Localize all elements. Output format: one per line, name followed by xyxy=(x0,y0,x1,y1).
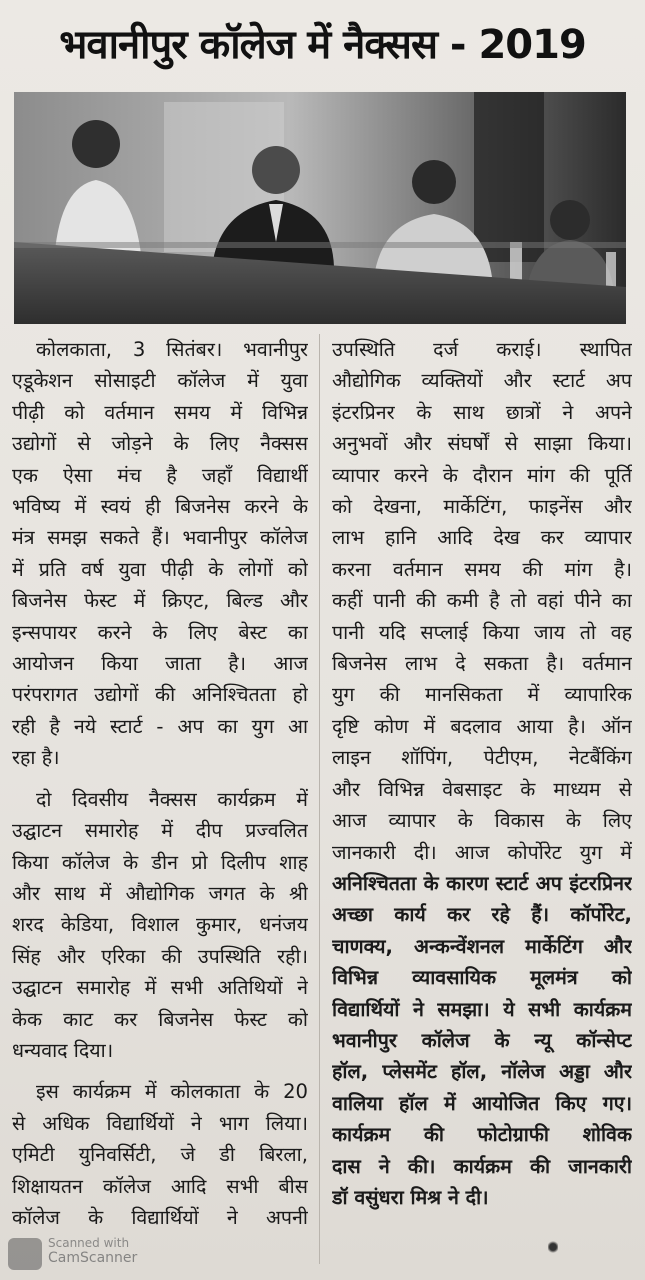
text-line: परंपरागत उद्योगों की अनिश्चितता हो xyxy=(12,683,308,707)
ink-smudge xyxy=(548,1240,558,1254)
text-line: जानकारी दी। आज कोर्पोरेट युग में xyxy=(332,840,632,864)
text-line: भविष्य में स्वयं ही बिजनेस करने के xyxy=(12,495,308,519)
text-line: मंत्र समझ सकते हैं। भवानीपुर कॉलेज xyxy=(12,526,308,550)
paragraph-5 xyxy=(332,868,632,1213)
text-line: में प्रति वर्ष युवा पीढ़ी के लोगों को xyxy=(12,557,308,581)
text-line: एक ऐसा मंच है जहाँ विद्यार्थी xyxy=(12,463,308,487)
text-line: इन्सपायर करने के लिए बेस्ट का xyxy=(12,620,308,644)
text-line: कार्यक्रम की फोटोग्राफी शोविक xyxy=(332,1123,632,1147)
text-line: धन्यवाद दिया। xyxy=(12,1038,114,1062)
text-line: केक काट कर बिजनेस फेस्ट को xyxy=(12,1007,308,1031)
right-column xyxy=(332,334,632,1213)
text-line: कॉलेज के विद्यार्थियों ने अपनी xyxy=(12,1205,308,1229)
text-line: वालिया हॉल में आयोजित किए गए। xyxy=(332,1091,632,1115)
text-line: लाइन शॉपिंग, पेटीएम, नेटबैंकिंग xyxy=(332,746,632,770)
text-line: सिंह और एरिका की उपस्थिति रही। xyxy=(12,944,308,968)
text-line: एमिटी युनिवर्सिटी, जे डी बिरला, xyxy=(12,1143,308,1167)
text-line: अनुभवों और संघर्षों से साझा किया। xyxy=(332,432,632,456)
event-photo xyxy=(14,92,626,324)
text-line: उपस्थिति दर्ज कराई। स्थापित xyxy=(332,338,632,361)
text-line: एडूकेशन सोसाइटी कॉलेज में युवा xyxy=(12,369,308,393)
text-line: दास ने की। कार्यक्रम की जानकारी xyxy=(332,1154,632,1178)
text-line: डॉ वसुंधरा मिश्र ने दी। xyxy=(332,1185,489,1209)
text-line: पानी यदि सप्लाई किया जाय तो वह xyxy=(332,620,632,644)
paragraph-1 xyxy=(12,334,308,774)
camscanner-logo-icon xyxy=(8,1238,42,1270)
text-line: उद्योगों से जोड़ने के लिए नैक्सस xyxy=(12,432,308,456)
text-line: इस कार्यक्रम में कोलकाता के 20 xyxy=(36,1080,308,1104)
text-line: को देखना, मार्केटिंग, फाइनेंस और xyxy=(332,495,632,519)
text-line: और साथ में औद्योगिक जगत के श्री xyxy=(12,881,308,905)
text-line: आयोजन किया जाता है। आज xyxy=(12,652,308,676)
text-line: हॉल, प्लेसमेंट हॉल, नॉलेज अड्डा और xyxy=(332,1060,632,1084)
column-divider xyxy=(319,334,320,1264)
text-line: रहा है। xyxy=(12,746,60,770)
watermark-line-1: Scanned with xyxy=(48,1236,130,1250)
text-line: चाणक्य, अन्कन्वेंशनल मार्केटिंग और xyxy=(332,934,632,958)
event-photo-illustration xyxy=(14,92,626,324)
paragraph-3 xyxy=(12,1076,308,1233)
paragraph-4 xyxy=(332,334,632,868)
paragraph-2 xyxy=(12,784,308,1067)
text-line: और विभिन्न वेबसाइट के माध्यम से xyxy=(332,777,632,801)
text-line: से अधिक विद्यार्थियों ने भाग लिया। xyxy=(12,1111,308,1135)
text-line: दृष्टि कोण में बदलाव आया है। ऑन xyxy=(332,714,632,738)
text-line: रही है नये स्टार्ट - अप का युग आ xyxy=(12,714,308,738)
text-line: भवानीपुर कॉलेज के न्यू कॉन्सेप्ट xyxy=(332,1028,632,1052)
text-line: अनिश्चितता के कारण स्टार्ट अप इंटरप्रिनर xyxy=(332,871,632,895)
text-line: दो दिवसीय नैक्सस कार्यक्रम में xyxy=(36,787,308,811)
text-line: करना वर्तमान समय की मांग है। xyxy=(332,557,632,581)
left-column xyxy=(12,334,308,1233)
text-line: विभिन्न व्यावसायिक मूलमंत्र को xyxy=(332,966,632,990)
text-line: बिजनेस लाभ दे सकता है। वर्तमान xyxy=(332,652,632,676)
text-line: कहीं पानी की कमी है तो वहां पीने का xyxy=(332,589,632,613)
text-line: उद्घाटन समारोह में दीप प्रज्वलित xyxy=(12,819,308,843)
text-line: व्यापार करने के दौरान मांग की पूर्ति xyxy=(332,463,632,487)
text-line: युग की मानसिकता में व्यापारिक xyxy=(332,683,632,707)
watermark-line-2: CamScanner xyxy=(48,1250,138,1266)
text-line: विद्यार्थियों ने समझा। ये सभी कार्यक्रम xyxy=(332,997,632,1021)
text-line: किया कॉलेज के डीन प्रो दिलीप शाह xyxy=(12,850,308,874)
camscanner-watermark xyxy=(8,1236,138,1272)
text-line: लाभ हानि आदि देख कर व्यापार xyxy=(332,526,632,550)
text-line: अच्छा कार्य कर रहे हैं। कॉर्पोरेट, xyxy=(332,903,632,927)
headline: भवानीपुर कॉलेज में नैक्सस - 2019 xyxy=(59,22,586,68)
text-line: औद्योगिक व्यक्तियों और स्टार्ट अप xyxy=(332,369,632,393)
text-line: शिक्षायतन कॉलेज आदि सभी बीस xyxy=(12,1174,308,1198)
text-line: उद्घाटन समारोह में सभी अतिथियों ने xyxy=(12,976,308,1000)
text-line: कोलकाता, 3 सितंबर। भवानीपुर xyxy=(36,338,308,361)
text-line: इंटरप्रिनर के साथ छात्रों ने अपने xyxy=(332,400,632,424)
text-line: पीढ़ी को वर्तमान समय में विभिन्न xyxy=(12,400,308,424)
text-line: आज व्यापार के विकास के लिए xyxy=(332,809,632,833)
text-line: शरद केडिया, विशाल कुमार, धनंजय xyxy=(12,913,308,937)
text-line: बिजनेस फेस्ट में क्रिएट, बिल्ड और xyxy=(12,589,308,613)
